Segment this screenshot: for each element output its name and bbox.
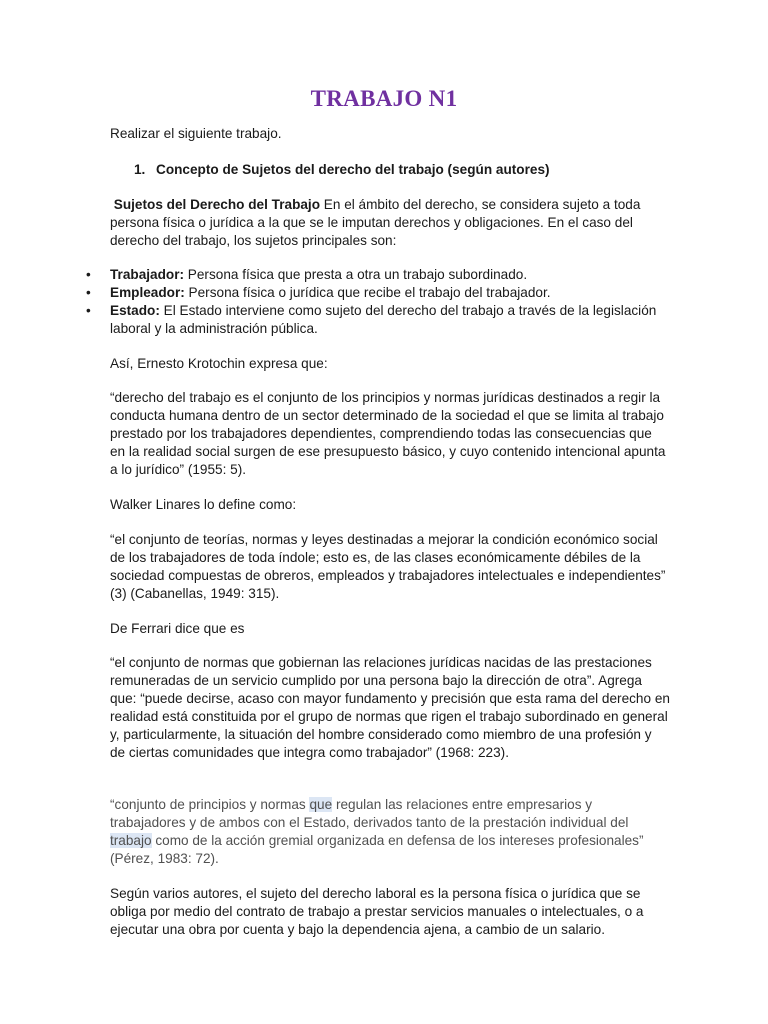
perez-quote	[110, 796, 670, 868]
perez-quote-part2: regulan las relaciones entre empresarios y trabajadores y de ambos con el Estado, derivados tanto de la prestación individual del	[110, 797, 629, 830]
sujetos-text: En el ámbito del derecho, se considera sujeto a toda persona física o jurídica a la que se le imputan derechos y obligaciones. En el caso del derecho del trabajo, los sujetos principales son:	[110, 197, 641, 248]
bullet-text: Persona física que presta a otra un trabajo subordinado.	[184, 267, 528, 282]
ferrari-intro: De Ferrari dice que es	[110, 621, 245, 636]
item-text: Concepto de Sujetos del derecho del trabajo (según autores)	[156, 162, 550, 177]
ferrari-quote: “el conjunto de normas que gobiernan las relaciones jurídicas nacidas de las prestaciones remuneradas de un servicio cumplido por una persona bajo la dirección de otra”. Agrega que: “puede decirse, acaso con mayor fundamento y precisión que esta rama del derecho en realidad está constituida por el grupo de normas que rigen el trabajo subordinado en general y, particularmente, la situación del hombre considerado como miembro de una profesión y de ciertas comunidades que integra como trabajador” (1968: 223).	[110, 655, 670, 760]
list-item	[86, 284, 686, 302]
sujetos-lead: Sujetos del Derecho del Trabajo	[113, 197, 321, 212]
conclusion-paragraph: Según varios autores, el sujeto del derecho laboral es la persona física o jurídica que se obliga por medio del contrato de trabajo a prestar servicios manuales o intelectuales, o a ejecutar una obra por cuenta y bajo la dependencia ajena, a cambio de un salario.	[110, 886, 644, 937]
highlighted-word-trabajo[interactable]: trabajo	[110, 833, 152, 848]
krotochin-quote: “derecho del trabajo es el conjunto de los principios y normas jurídicas destinados a regir la conducta humana dentro de un sector determinado de la sociedad el que se limita al trabajo prestado por los trabajadores dependientes, comprendiendo todas las consecuencias que en la realidad social surgen de ese presupuesto básico, y cuyo contenido intencional apunta a lo jurídico” (1955: 5).	[110, 390, 666, 477]
list-item	[86, 266, 686, 284]
intro-paragraph: Realizar el siguiente trabajo.	[110, 126, 282, 141]
perez-quote-part3: como de la acción gremial organizada en defensa de los intereses profesionales” (Pérez, 1983: 72).	[110, 833, 644, 866]
walker-intro: Walker Linares lo define como:	[110, 497, 297, 512]
subjects-bullet-list	[86, 266, 686, 338]
bullet-icon: •	[86, 267, 91, 282]
walker-quote: “el conjunto de teorías, normas y leyes destinadas a mejorar la condición económico social de los trabajadores de toda índole; esto es, de las clases económicamente débiles de la sociedad compuestas de obreros, empleados y trabajadores intelectuales e independientes” (3) (Cabanellas, 1949: 315).	[110, 532, 666, 601]
highlighted-word-que[interactable]: que	[309, 797, 333, 812]
krotochin-intro: Así, Ernesto Krotochin expresa que:	[110, 356, 328, 371]
bullet-icon: •	[86, 285, 91, 300]
numbered-item	[134, 161, 550, 179]
document-title: TRABAJO N1	[310, 86, 458, 111]
bullet-text: El Estado interviene como sujeto del derecho del trabajo a través de la legislación laboral y la administración pública.	[110, 303, 657, 336]
perez-quote-part1: “conjunto de principios y normas	[110, 797, 310, 812]
bullet-text: Persona física o jurídica que recibe el trabajo del trabajador.	[184, 285, 551, 300]
sujetos-paragraph	[110, 196, 670, 250]
bullet-term: Trabajador:	[110, 267, 185, 282]
bullet-term: Estado:	[110, 303, 160, 318]
bullet-term: Empleador:	[110, 285, 185, 300]
bullet-icon: •	[86, 303, 91, 318]
item-number: 1.	[134, 162, 146, 177]
list-item	[86, 302, 686, 338]
